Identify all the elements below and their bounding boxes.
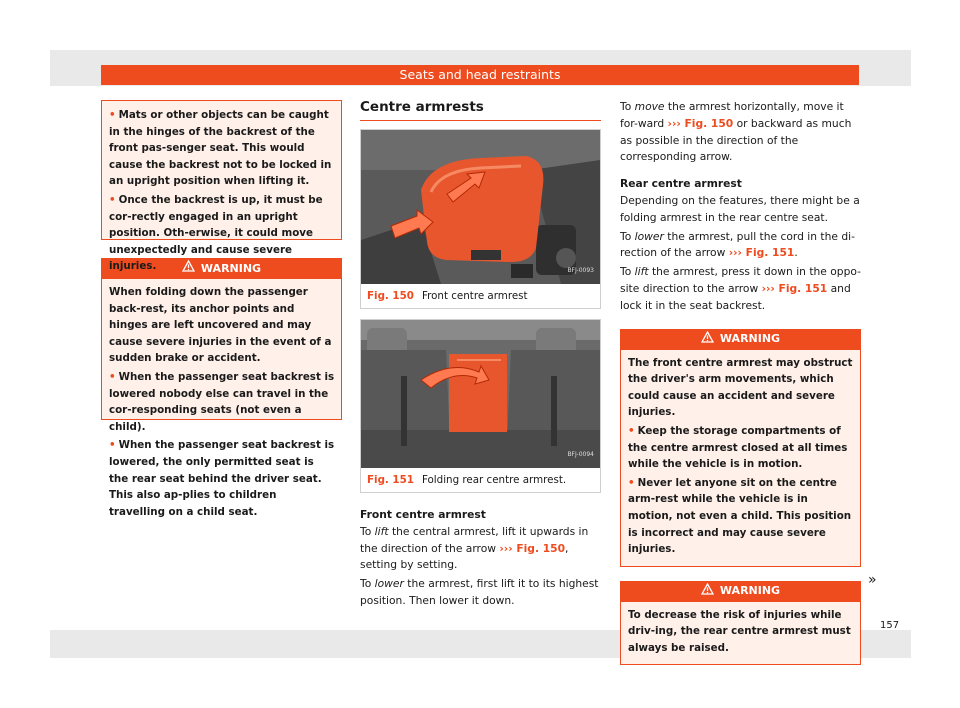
warning-box <box>101 258 342 518</box>
warning-header: WARNING <box>621 582 860 602</box>
warning-body <box>621 350 860 566</box>
bullet-icon: • <box>109 370 116 383</box>
warning-bullet: • Keep the storage compartments of the centre armrest closed at all times while the vehicle is in motion. <box>628 424 848 471</box>
warning-box <box>620 581 861 666</box>
middle-column <box>360 99 601 612</box>
figure-code: BFJ-0094 <box>567 451 594 459</box>
right-column <box>620 99 861 665</box>
warning-bullet: • When the passenger seat backrest is lowered, the only permitted seat is the rear seat behind the driver seat. This also ap-plies to children travelling on a child seat. <box>109 439 335 518</box>
figure-151 <box>360 319 601 493</box>
figure-code: BFJ-0093 <box>567 267 594 275</box>
rear-armrest-paragraph-1: Depending on the features, there might be a folding armrest in the rear centre seat. <box>620 193 860 224</box>
front-armrest-heading: Front centre armrest <box>360 508 486 521</box>
figure-reference-link[interactable]: ››› Fig. 151 <box>728 246 795 260</box>
bullet-icon: • <box>628 424 635 437</box>
figure-caption <box>361 468 600 492</box>
front-armrest-paragraph-1: To lift the central armrest, lift it upwards in the direction of the arrow ››› Fig. 150, setting by setting. <box>360 524 589 572</box>
front-armrest-paragraph-2: To lower the armrest, first lift it to its highest position. Then lower it down. <box>360 577 599 607</box>
warning-bullet: • Never let anyone sit on the centre arm-rest while the vehicle is in motion, not even a child. This position is incorrect and may cause severe injuries. <box>628 476 852 556</box>
rear-armrest-paragraph-2: To lower the armrest, pull the cord in the di-rection of the arrow ››› Fig. 151. <box>620 229 855 260</box>
bullet-icon: • <box>109 193 116 206</box>
figure-caption-text: Front centre armrest <box>421 289 528 302</box>
continue-mark: » <box>868 572 877 588</box>
note-bullet: • Mats or other objects can be caught in the hinges of the backrest of the front pas-senger seat. This would cause the backrest not to be locked in an upright position when lifting it. <box>109 109 332 188</box>
warning-triangle-icon <box>701 583 714 601</box>
warning-box <box>620 329 861 567</box>
rear-armrest-heading: Rear centre armrest <box>620 177 742 191</box>
warning-header: WARNING <box>621 330 860 350</box>
bullet-icon: • <box>109 109 116 121</box>
warning-header: WARNING <box>102 259 341 279</box>
figure-150 <box>360 129 601 309</box>
page-number: 157 <box>880 620 900 631</box>
page-header: Seats and head restraints <box>101 65 859 85</box>
warning-intro: The front centre armrest may obstruct the driver's arm movements, which could cause an accident and severe injuries. <box>628 356 853 419</box>
warning-intro: When folding down the passenger back-rest, its anchor points and hinges are left uncovered and may cause severe injuries in the event of a sudden brake or accident. <box>109 286 332 365</box>
warning-bullet: • When the passenger seat backrest is lowered nobody else can travel in the cor-responding seats (not even a child). <box>109 370 335 433</box>
front-armrest-image <box>361 130 600 284</box>
bullet-icon: • <box>109 439 116 452</box>
warning-triangle-icon <box>182 260 195 278</box>
figure-reference-link[interactable]: ››› Fig. 150 <box>667 116 734 130</box>
move-armrest-paragraph: To move the armrest horizontally, move it for-ward ››› Fig. 150 or backward as much as possible in the direction of the corresponding arrow. <box>620 100 852 164</box>
figure-caption <box>361 284 600 308</box>
figure-label: Fig. 150 <box>367 289 414 302</box>
figure-label: Fig. 151 <box>367 473 414 486</box>
figure-reference-link[interactable]: ››› Fig. 150 <box>499 541 566 555</box>
figure-reference-link[interactable]: ››› Fig. 151 <box>761 281 828 295</box>
warning-body <box>621 602 860 665</box>
warning-body <box>102 279 341 528</box>
rear-armrest-paragraph-3: To lift the armrest, press it down in the oppo-site direction to the arrow ››› Fig. 151 and lock it in the seat backrest. <box>620 265 861 312</box>
rear-armrest-image <box>361 320 600 468</box>
warning-text: To decrease the risk of injuries while driv-ing, the rear centre armrest must always be raised. <box>628 608 851 654</box>
warning-triangle-icon <box>701 331 714 349</box>
left-column <box>101 100 342 518</box>
section-title: Centre armrests <box>360 99 601 121</box>
bullet-icon: • <box>628 476 635 489</box>
note-bullet: • Once the backrest is up, it must be cor-rectly engaged in an upright position. Oth-erwise, it could move unexpectedly and cause severe injuries. <box>109 193 323 273</box>
figure-caption-text: Folding rear centre armrest. <box>421 473 567 486</box>
